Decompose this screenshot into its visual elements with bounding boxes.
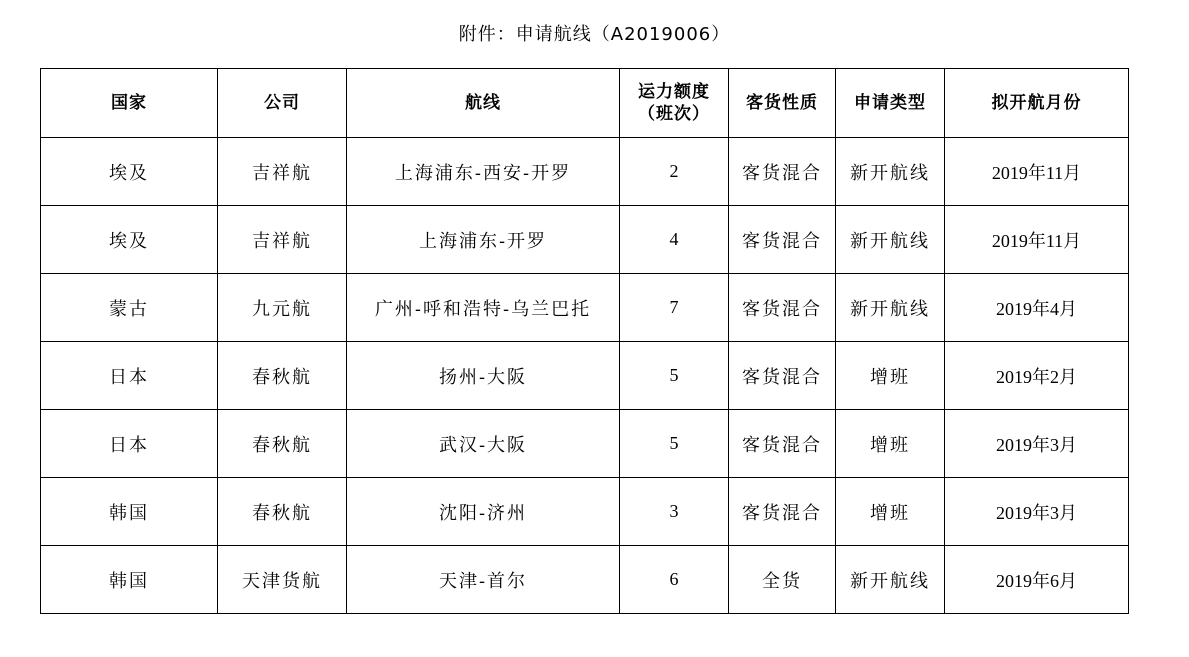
table-row bbox=[41, 274, 1129, 342]
cell-country: 韩国 bbox=[41, 478, 218, 546]
header-type: 申请类型 bbox=[836, 69, 945, 138]
cell-country: 蒙古 bbox=[41, 274, 218, 342]
routes-table bbox=[40, 68, 1129, 614]
cell-company: 九元航 bbox=[218, 274, 347, 342]
cell-capacity: 5 bbox=[620, 410, 729, 478]
cell-month: 2019年3月 bbox=[945, 478, 1129, 546]
cell-month: 2019年6月 bbox=[945, 546, 1129, 614]
cell-company: 春秋航 bbox=[218, 478, 347, 546]
cell-route: 上海浦东-西安-开罗 bbox=[347, 138, 620, 206]
cell-nature: 客货混合 bbox=[729, 410, 836, 478]
header-route: 航线 bbox=[347, 69, 620, 138]
cell-month: 2019年4月 bbox=[945, 274, 1129, 342]
table-row bbox=[41, 138, 1129, 206]
cell-capacity: 3 bbox=[620, 478, 729, 546]
cell-route: 广州-呼和浩特-乌兰巴托 bbox=[347, 274, 620, 342]
table-row bbox=[41, 342, 1129, 410]
cell-type: 新开航线 bbox=[836, 138, 945, 206]
cell-type: 新开航线 bbox=[836, 206, 945, 274]
cell-country: 日本 bbox=[41, 410, 218, 478]
cell-type: 增班 bbox=[836, 410, 945, 478]
cell-type: 新开航线 bbox=[836, 274, 945, 342]
header-nature: 客货性质 bbox=[729, 69, 836, 138]
cell-month: 2019年11月 bbox=[945, 138, 1129, 206]
cell-type: 增班 bbox=[836, 478, 945, 546]
cell-route: 沈阳-济州 bbox=[347, 478, 620, 546]
table-row bbox=[41, 410, 1129, 478]
cell-country: 韩国 bbox=[41, 546, 218, 614]
cell-route: 天津-首尔 bbox=[347, 546, 620, 614]
cell-month: 2019年3月 bbox=[945, 410, 1129, 478]
table-row bbox=[41, 546, 1129, 614]
cell-route: 武汉-大阪 bbox=[347, 410, 620, 478]
cell-company: 春秋航 bbox=[218, 342, 347, 410]
header-company: 公司 bbox=[218, 69, 347, 138]
cell-country: 埃及 bbox=[41, 206, 218, 274]
cell-route: 扬州-大阪 bbox=[347, 342, 620, 410]
cell-capacity: 7 bbox=[620, 274, 729, 342]
cell-nature: 全货 bbox=[729, 546, 836, 614]
table-row bbox=[41, 478, 1129, 546]
cell-capacity: 2 bbox=[620, 138, 729, 206]
table-row bbox=[41, 206, 1129, 274]
cell-company: 吉祥航 bbox=[218, 206, 347, 274]
cell-type: 新开航线 bbox=[836, 546, 945, 614]
cell-company: 天津货航 bbox=[218, 546, 347, 614]
cell-nature: 客货混合 bbox=[729, 138, 836, 206]
cell-month: 2019年11月 bbox=[945, 206, 1129, 274]
header-country: 国家 bbox=[41, 69, 218, 138]
cell-capacity: 6 bbox=[620, 546, 729, 614]
cell-nature: 客货混合 bbox=[729, 206, 836, 274]
cell-capacity: 5 bbox=[620, 342, 729, 410]
header-month: 拟开航月份 bbox=[945, 69, 1129, 138]
cell-country: 埃及 bbox=[41, 138, 218, 206]
cell-company: 吉祥航 bbox=[218, 138, 347, 206]
document-title: 附件：申请航线（A2019006） bbox=[458, 24, 731, 45]
header-capacity-line1: 运力额度 bbox=[638, 82, 710, 102]
cell-capacity: 4 bbox=[620, 206, 729, 274]
cell-nature: 客货混合 bbox=[729, 342, 836, 410]
cell-type: 增班 bbox=[836, 342, 945, 410]
cell-nature: 客货混合 bbox=[729, 478, 836, 546]
cell-country: 日本 bbox=[41, 342, 218, 410]
cell-nature: 客货混合 bbox=[729, 274, 836, 342]
table-header-row bbox=[41, 69, 1129, 138]
cell-route: 上海浦东-开罗 bbox=[347, 206, 620, 274]
cell-company: 春秋航 bbox=[218, 410, 347, 478]
cell-month: 2019年2月 bbox=[945, 342, 1129, 410]
header-capacity bbox=[620, 69, 729, 138]
header-capacity-line2: （班次） bbox=[638, 104, 710, 124]
